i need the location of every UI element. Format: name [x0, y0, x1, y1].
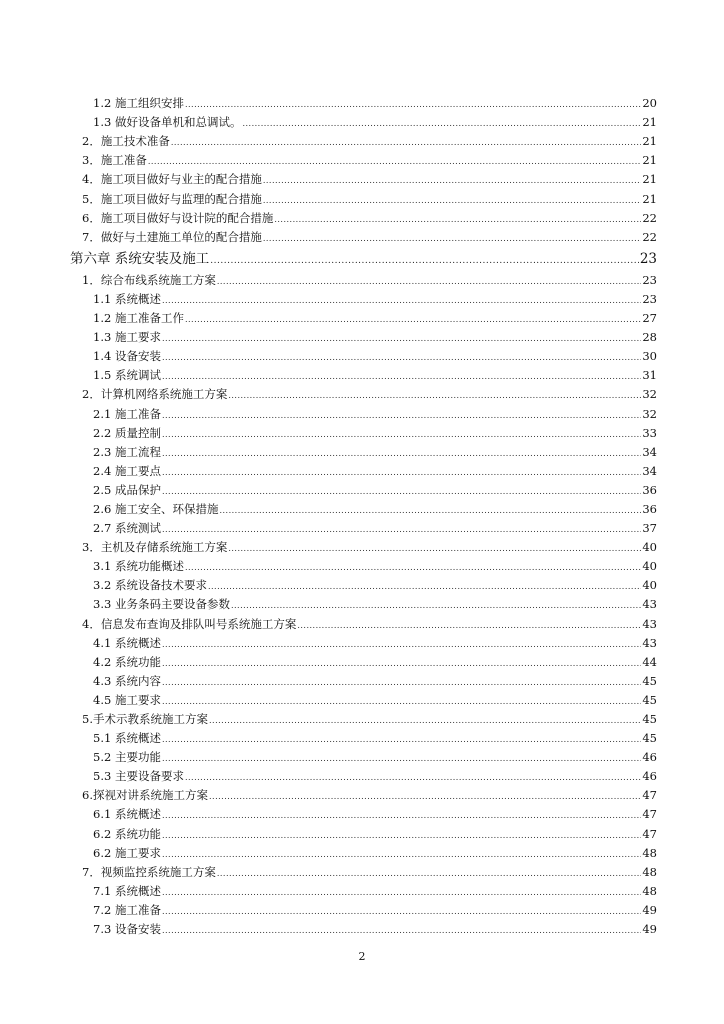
toc-entry-title: 1.3 施工要求 — [93, 330, 161, 345]
toc-entry[interactable] — [0, 783, 657, 802]
dot-leader — [217, 277, 642, 287]
dot-leader — [185, 315, 641, 325]
dot-leader — [162, 449, 641, 459]
toc-entry-title: 7.2 施工准备 — [93, 902, 161, 917]
toc-entry[interactable] — [0, 382, 657, 401]
dot-leader — [242, 119, 641, 129]
toc-entry-title: 2．计算机网络系统施工方案 — [82, 387, 228, 402]
toc-entry-title: 6.探视对讲系统施工方案 — [82, 788, 208, 803]
toc-entry-title: 1.1 系统概述 — [93, 291, 161, 306]
toc-entry[interactable] — [0, 592, 657, 611]
toc-entry-page: 34 — [642, 444, 657, 459]
toc-entry-title: 7.1 系统概述 — [93, 883, 161, 898]
toc-entry[interactable] — [0, 535, 657, 554]
toc-entry[interactable] — [0, 688, 657, 707]
toc-entry-page: 31 — [642, 368, 657, 383]
toc-entry[interactable] — [0, 745, 657, 764]
dot-leader — [162, 754, 641, 764]
toc-entry-page: 45 — [642, 692, 657, 707]
toc-entry-page: 21 — [642, 172, 657, 187]
dot-leader — [263, 234, 642, 244]
toc-entry[interactable] — [0, 554, 657, 573]
dot-leader — [209, 792, 641, 802]
toc-entry[interactable] — [0, 860, 657, 879]
toc-entry-page: 48 — [642, 883, 657, 898]
toc-entry-title: 1.3 做好设备单机和总调试。 — [93, 115, 242, 130]
toc-entry-title: 2.5 成品保护 — [93, 482, 161, 497]
toc-entry[interactable] — [0, 206, 657, 225]
toc-entry-page: 37 — [642, 521, 657, 536]
dot-leader — [162, 430, 641, 440]
toc-entry[interactable] — [0, 821, 657, 840]
toc-entry-page: 48 — [642, 845, 657, 860]
toc-entry[interactable] — [0, 421, 657, 440]
toc-entry[interactable] — [0, 306, 657, 325]
toc-entry-page: 21 — [642, 115, 657, 130]
dot-leader — [228, 391, 641, 401]
toc-entry[interactable] — [0, 573, 657, 592]
dot-leader — [263, 196, 642, 206]
toc-entry-title: 3.1 系统功能概述 — [93, 559, 184, 574]
toc-entry-title: 5．施工项目做好与监理的配合措施 — [82, 191, 262, 206]
dot-leader — [162, 678, 641, 688]
toc-entry-page: 33 — [642, 425, 657, 440]
toc-entry-title: 2.7 系统测试 — [93, 521, 161, 536]
toc-entry[interactable] — [0, 401, 657, 420]
dot-leader — [162, 525, 641, 535]
dot-leader — [162, 372, 641, 382]
toc-entry-page: 32 — [642, 387, 657, 402]
toc-entry-page: 28 — [642, 330, 657, 345]
toc-entry[interactable] — [0, 726, 657, 745]
toc-entry-page: 40 — [642, 559, 657, 574]
dot-leader — [209, 716, 641, 726]
toc-entry-title: 2.3 施工流程 — [93, 444, 161, 459]
toc-entry[interactable] — [0, 802, 657, 821]
toc-entry[interactable] — [0, 167, 657, 186]
toc-chapter-entry[interactable] — [0, 244, 657, 268]
dot-leader — [297, 621, 641, 631]
dot-leader — [274, 215, 641, 225]
toc-entry[interactable] — [0, 363, 657, 382]
toc-entry-page: 45 — [642, 673, 657, 688]
toc-entry[interactable] — [0, 287, 657, 306]
dot-leader — [162, 735, 641, 745]
toc-entry[interactable] — [0, 459, 657, 478]
toc-entry-page: 21 — [642, 191, 657, 206]
toc-entry-page: 23 — [642, 272, 657, 287]
dot-leader — [162, 640, 641, 650]
dot-leader — [162, 411, 641, 421]
dot-leader — [263, 176, 642, 186]
toc-entry-page: 43 — [642, 616, 657, 631]
toc-entry-title: 1.4 设备安装 — [93, 349, 161, 364]
toc-entry[interactable] — [0, 110, 657, 129]
toc-entry-page: 21 — [642, 134, 657, 149]
toc-entry[interactable] — [0, 440, 657, 459]
toc-entry-page: 47 — [642, 788, 657, 803]
toc-entry[interactable] — [0, 344, 657, 363]
toc-entry[interactable] — [0, 91, 657, 110]
dot-leader — [210, 256, 639, 266]
toc-entry[interactable] — [0, 148, 657, 167]
toc-entry[interactable] — [0, 631, 657, 650]
toc-entry-title: 7.3 设备安装 — [93, 922, 161, 937]
toc-entry-title: 4.5 施工要求 — [93, 692, 161, 707]
toc-entry[interactable] — [0, 186, 657, 205]
toc-entry[interactable] — [0, 707, 657, 726]
toc-entry-page: 43 — [642, 597, 657, 612]
toc-entry-page: 43 — [642, 635, 657, 650]
toc-entry[interactable] — [0, 129, 657, 148]
toc-entry-title: 2.2 质量控制 — [93, 425, 161, 440]
toc-entry-title: 6.2 系统功能 — [93, 826, 161, 841]
toc-entry[interactable] — [0, 478, 657, 497]
dot-leader — [162, 468, 641, 478]
dot-leader — [219, 506, 641, 516]
toc-entry[interactable] — [0, 611, 657, 630]
toc-entry[interactable] — [0, 497, 657, 516]
dot-leader — [162, 926, 641, 936]
toc-entry[interactable] — [0, 325, 657, 344]
toc-entry[interactable] — [0, 917, 657, 936]
toc-entry-page: 40 — [642, 578, 657, 593]
toc-entry-page: 23 — [639, 250, 657, 267]
toc-entry-title: 5.1 系统概述 — [93, 731, 161, 746]
dot-leader — [228, 544, 641, 554]
toc-entry-title: 3.3 业务条码主要设备参数 — [93, 597, 230, 612]
toc-entry-page: 34 — [642, 463, 657, 478]
toc-entry-title: 6.1 系统概述 — [93, 807, 161, 822]
toc-entry-title: 1.5 系统调试 — [93, 368, 161, 383]
toc-entry-title: 第六章 系统安装及施工 — [70, 250, 210, 267]
dot-leader — [185, 773, 641, 783]
dot-leader — [162, 334, 641, 344]
dot-leader — [162, 296, 641, 306]
toc-entry[interactable] — [0, 650, 657, 669]
toc-entry-page: 32 — [642, 406, 657, 421]
toc-entry[interactable] — [0, 268, 657, 287]
toc-entry-page: 44 — [642, 654, 657, 669]
toc-entry-page: 23 — [642, 291, 657, 306]
toc-entry-page: 47 — [642, 807, 657, 822]
toc-entry-title: 1．综合布线系统施工方案 — [82, 272, 216, 287]
toc-entry-title: 7．做好与土建施工单位的配合措施 — [82, 229, 262, 244]
toc-entry-page: 46 — [642, 750, 657, 765]
toc-entry-title: 3．施工准备 — [82, 153, 147, 168]
toc-entry-page: 30 — [642, 349, 657, 364]
toc-entry-title: 2．施工技术准备 — [82, 134, 170, 149]
dot-leader — [162, 811, 641, 821]
toc-entry[interactable] — [0, 516, 657, 535]
toc-entry-page: 36 — [642, 501, 657, 516]
toc-entry-page: 48 — [642, 864, 657, 879]
toc-entry-title: 4.2 系统功能 — [93, 654, 161, 669]
dot-leader — [148, 157, 642, 167]
toc-entry-page: 40 — [642, 540, 657, 555]
toc-entry-page: 36 — [642, 482, 657, 497]
dot-leader — [208, 582, 641, 592]
toc-entry-title: 7．视频监控系统施工方案 — [82, 864, 216, 879]
toc-entry[interactable] — [0, 898, 657, 917]
toc-entry-title: 1.2 施工组织安排 — [93, 96, 184, 111]
toc-entry-title: 3.2 系统设备技术要求 — [93, 578, 207, 593]
toc-entry-page: 47 — [642, 826, 657, 841]
toc-entry-page: 22 — [642, 210, 657, 225]
toc-entry-title: 2.1 施工准备 — [93, 406, 161, 421]
dot-leader — [162, 888, 641, 898]
toc-entry-page: 20 — [642, 96, 657, 111]
dot-leader — [162, 659, 641, 669]
toc-entry-page: 27 — [642, 311, 657, 326]
toc-entry-title: 4．施工项目做好与业主的配合措施 — [82, 172, 262, 187]
toc-entry-title: 5.2 主要功能 — [93, 750, 161, 765]
toc-entry-page: 46 — [642, 769, 657, 784]
toc-entry-page: 45 — [642, 731, 657, 746]
dot-leader — [185, 100, 641, 110]
page-number: 2 — [358, 950, 366, 963]
toc-entry-page: 21 — [642, 153, 657, 168]
table-of-contents — [0, 91, 724, 936]
toc-entry-page: 49 — [642, 922, 657, 937]
dot-leader — [185, 563, 641, 573]
toc-entry[interactable] — [0, 764, 657, 783]
dot-leader — [162, 831, 641, 841]
toc-entry-title: 2.4 施工要点 — [93, 463, 161, 478]
dot-leader — [171, 138, 642, 148]
toc-entry-page: 45 — [642, 712, 657, 726]
dot-leader — [162, 850, 641, 860]
dot-leader — [231, 601, 641, 611]
toc-entry[interactable] — [0, 841, 657, 860]
toc-entry[interactable] — [0, 669, 657, 688]
toc-entry-title: 1.2 施工准备工作 — [93, 311, 184, 326]
dot-leader — [162, 487, 641, 497]
toc-entry-title: 2.6 施工安全、环保措施 — [93, 501, 219, 516]
dot-leader — [217, 869, 642, 879]
dot-leader — [162, 907, 641, 917]
toc-entry-title: 3．主机及存储系统施工方案 — [82, 540, 228, 555]
dot-leader — [162, 353, 641, 363]
toc-entry-page: 22 — [642, 229, 657, 244]
toc-entry-title: 4．信息发布查询及排队叫号系统施工方案 — [82, 616, 297, 631]
toc-entry-title: 6．施工项目做好与设计院的配合措施 — [82, 210, 274, 225]
toc-entry-title: 5.手术示教系统施工方案 — [82, 712, 208, 726]
toc-entry[interactable] — [0, 879, 657, 898]
toc-entry-page: 49 — [642, 902, 657, 917]
toc-entry[interactable] — [0, 225, 657, 244]
toc-entry-title: 6.2 施工要求 — [93, 845, 161, 860]
toc-entry-title: 5.3 主要设备要求 — [93, 769, 184, 784]
toc-entry-title: 4.1 系统概述 — [93, 635, 161, 650]
dot-leader — [162, 697, 641, 707]
toc-entry-title: 4.3 系统内容 — [93, 673, 161, 688]
